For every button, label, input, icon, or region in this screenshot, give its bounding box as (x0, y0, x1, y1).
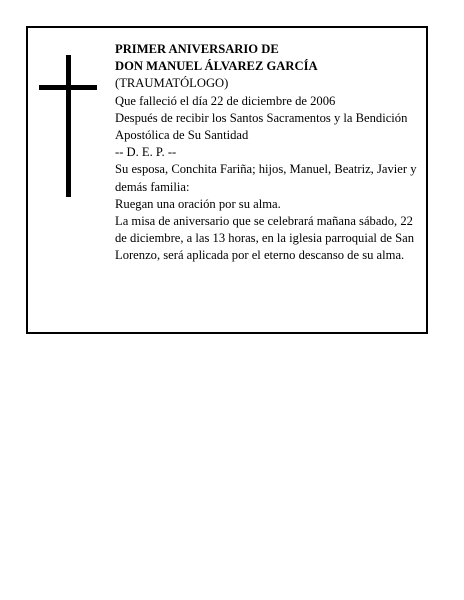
rip-line: -- D. E. P. -- (115, 145, 177, 160)
cross-icon (39, 55, 97, 197)
cross-vertical-bar (66, 55, 71, 197)
cross-horizontal-bar (39, 85, 97, 90)
deceased-name: DON MANUEL ÁLVAREZ GARCÍA (115, 59, 318, 74)
mass-announcement: La misa de aniversario que se celebrará mañana sábado, 22 de diciembre, a las 13 horas, en la iglesia parroquial de San Lorenzo, será aplicada por el eterno descanso de su alma. (115, 214, 414, 263)
notice-text (115, 41, 423, 265)
notice-heading-line1: PRIMER ANIVERSARIO DE (115, 42, 279, 56)
sacraments-line: Después de recibir los Santos Sacramentos y la Bendición Apostólica de Su Santidad (115, 110, 408, 143)
prayer-request: Ruegan una oración por su alma. (115, 196, 281, 211)
profession: (TRAUMATÓLOGO) (115, 76, 229, 91)
obituary-notice (26, 26, 428, 334)
family-line: Su esposa, Conchita Fariña; hijos, Manuel, Beatriz, Javier y demás familia: (115, 162, 417, 194)
death-date-line: Que falleció el día 22 de diciembre de 2006 (115, 93, 336, 108)
